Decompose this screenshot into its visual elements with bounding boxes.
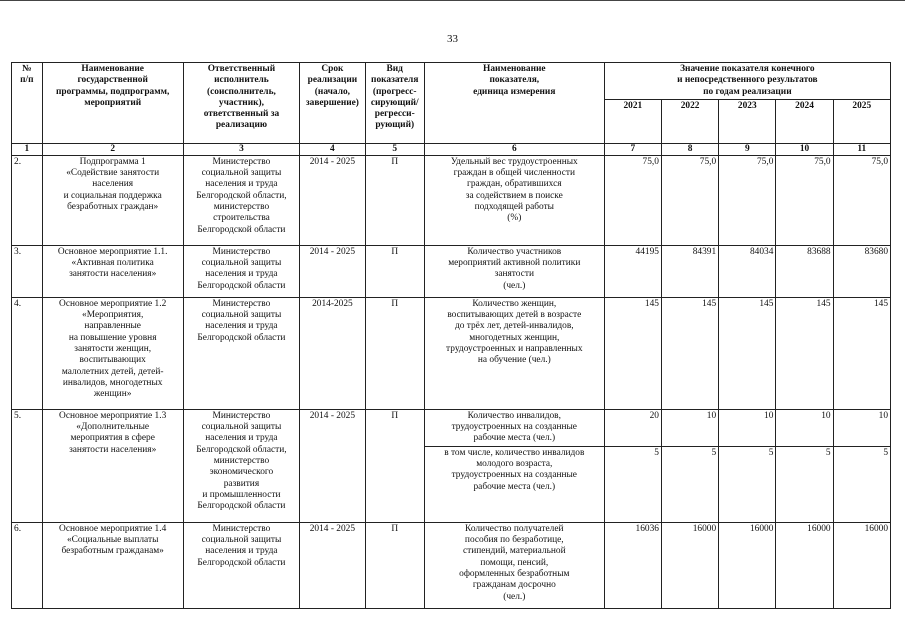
- cell-text-line: граждан, обратившихся: [467, 179, 562, 190]
- cell-text-line: Основное мероприятие 1.4: [59, 523, 167, 534]
- value-2022: 10: [661, 409, 718, 446]
- cell-text-line: (чел.): [503, 591, 526, 602]
- cell-text-line: и непосредственного результатов: [677, 75, 818, 86]
- header-year-2023: 2023: [719, 99, 776, 143]
- cell-text-line: (чел.): [503, 280, 526, 291]
- cell-text-line: Министерство: [212, 246, 271, 257]
- value-2025: 145: [833, 297, 890, 409]
- value-2024: 145: [776, 297, 833, 409]
- cell-text-line: исполнитель: [214, 75, 269, 86]
- cell-text-line: Наименование: [483, 64, 546, 74]
- value-2023: 145: [719, 297, 776, 409]
- cell-text-line: показателя,: [489, 75, 540, 86]
- header-type: [365, 63, 424, 144]
- responsible-executor: [183, 522, 300, 608]
- cell-text-line: Белгородской области: [197, 557, 286, 568]
- cell-text-line: направленные: [84, 321, 141, 332]
- cell-text-line: населения и труда: [205, 269, 278, 280]
- cell-text-line: рующий): [375, 120, 415, 131]
- cell-text-line: населения и труда: [205, 179, 278, 190]
- header-indicator: [424, 63, 604, 144]
- cell-text-line: Министерство: [212, 410, 271, 421]
- cell-text-line: реализацию: [215, 120, 268, 131]
- cell-text-line: (начало,: [314, 86, 350, 97]
- value-2025: 75,0: [833, 155, 890, 245]
- cell-text-line: Вид: [386, 64, 403, 74]
- cell-text-line: подходящей работы: [474, 202, 554, 213]
- cell-text-line: Министерство: [212, 523, 271, 534]
- value-2023: 75,0: [719, 155, 776, 245]
- cell-text-line: многодетных женщин,: [469, 332, 560, 343]
- indicator-type: П: [365, 409, 424, 522]
- cell-text-line: Основное мероприятие 1.2: [59, 298, 167, 309]
- column-number: 5: [365, 143, 424, 155]
- cell-text-line: социальной защиты: [201, 310, 282, 321]
- column-number: 8: [661, 143, 718, 155]
- cell-text-line: занятости женщин,: [74, 344, 152, 355]
- value-2022: 75,0: [661, 155, 718, 245]
- column-number: 2: [42, 143, 183, 155]
- cell-text-line: Белгородской области: [197, 332, 286, 343]
- cell-text-line: ответственный за: [203, 109, 280, 120]
- value-2021: 20: [604, 409, 661, 446]
- cell-text-line: занятости населения»: [69, 269, 157, 280]
- cell-text-line: строительства: [213, 213, 270, 224]
- cell-text-line: в том числе, количество инвалидов: [444, 447, 585, 458]
- row-number: 6.: [12, 522, 43, 608]
- cell-text-line: развития: [223, 478, 260, 489]
- cell-text-line: малолетних детей, детей-: [61, 366, 164, 377]
- responsible-executor: [183, 409, 300, 522]
- cell-text-line: экономического: [209, 467, 274, 478]
- row-number: 4.: [12, 297, 43, 409]
- program-name: [42, 409, 183, 522]
- cell-text-line: Подпрограмма 1: [79, 156, 146, 167]
- responsible-executor: [183, 297, 300, 409]
- program-name: [42, 297, 183, 409]
- value-2021: 16036: [604, 522, 661, 608]
- scan-top-edge: [0, 0, 905, 4]
- column-number: 1: [12, 143, 43, 155]
- indicator-name: [424, 155, 604, 245]
- cell-text-line: трудоустроенных и направленных: [446, 344, 583, 355]
- cell-text-line: «Дополнительные: [76, 422, 150, 433]
- header-year-2024: 2024: [776, 99, 833, 143]
- cell-text-line: Министерство: [212, 298, 271, 309]
- cell-text-line: социальной защиты: [201, 258, 282, 269]
- value-2025: 16000: [833, 522, 890, 608]
- cell-text-line: и промышленности: [202, 489, 281, 500]
- program-name: [42, 245, 183, 297]
- cell-text-line: населения и труда: [205, 433, 278, 444]
- header-program: [42, 63, 183, 144]
- cell-text-line: Удельный вес трудоустроенных: [450, 156, 578, 167]
- cell-text-line: Министерство: [212, 156, 271, 167]
- header-period: [300, 63, 365, 144]
- cell-text-line: «Социальные выплаты: [66, 535, 159, 546]
- value-2021: 75,0: [604, 155, 661, 245]
- value-2022: 84391: [661, 245, 718, 297]
- cell-text-line: помощи, пенсий,: [480, 557, 549, 568]
- cell-text-line: населения и труда: [205, 321, 278, 332]
- column-number: 7: [604, 143, 661, 155]
- value-2024: 75,0: [776, 155, 833, 245]
- sub-value-2025: 5: [833, 446, 890, 522]
- cell-text-line: Количество инвалидов,: [467, 410, 561, 421]
- cell-text-line: трудоустроенных на созданные: [451, 470, 577, 481]
- cell-text-line: Количество участников: [467, 246, 562, 257]
- cell-text-line: мероприятий активной политики: [448, 258, 581, 269]
- value-2024: 16000: [776, 522, 833, 608]
- cell-text-line: трудоустроенных на созданные: [451, 422, 577, 433]
- cell-text-line: №: [22, 64, 32, 74]
- value-2021: 145: [604, 297, 661, 409]
- cell-text-line: министерство: [213, 456, 270, 467]
- header-values-group: [604, 63, 890, 100]
- cell-text-line: реализации: [307, 75, 358, 86]
- column-number: 11: [833, 143, 890, 155]
- cell-text-line: Срок: [321, 64, 344, 74]
- cell-text-line: инвалидов, многодетных: [62, 377, 163, 388]
- header-responsible: [183, 63, 300, 144]
- indicator-name: [424, 409, 604, 446]
- implementation-period: 2014-2025: [300, 297, 365, 409]
- cell-text-line: рабочие места (чел.): [473, 433, 556, 444]
- page-number: 33: [447, 33, 458, 45]
- sub-indicator-name: [424, 446, 604, 522]
- cell-text-line: мероприятий: [84, 97, 142, 108]
- cell-text-line: Количество женщин,: [472, 298, 557, 309]
- cell-text-line: Количество получателей: [465, 523, 564, 534]
- program-name: [42, 522, 183, 608]
- cell-text-line: Основное мероприятие 1.1.: [57, 246, 168, 257]
- cell-text-line: показателя: [371, 75, 419, 86]
- cell-text-line: государственной: [77, 75, 148, 86]
- indicator-name: [424, 522, 604, 608]
- responsible-executor: [183, 155, 300, 245]
- table-row: [12, 522, 891, 608]
- cell-text-line: социальной защиты: [201, 422, 282, 433]
- cell-text-line: до трёх лет, детей-инвалидов,: [454, 321, 574, 332]
- indicators-table: [11, 62, 891, 609]
- value-2023: 84034: [719, 245, 776, 297]
- indicator-name: [424, 297, 604, 409]
- program-name: [42, 155, 183, 245]
- cell-text-line: воспитывающих: [79, 355, 146, 366]
- value-2024: 10: [776, 409, 833, 446]
- cell-text-line: Основное мероприятие 1.3: [59, 410, 167, 421]
- value-2022: 16000: [661, 522, 718, 608]
- cell-text-line: Белгородской области: [197, 501, 286, 512]
- cell-text-line: оформленных безработным: [459, 568, 570, 579]
- cell-text-line: социальной защиты: [201, 168, 282, 179]
- row-number: 5.: [12, 409, 43, 522]
- value-2023: 16000: [719, 522, 776, 608]
- sub-value-2024: 5: [776, 446, 833, 522]
- cell-text-line: граждан в общей численности: [453, 168, 575, 179]
- cell-text-line: сирующий/: [370, 97, 419, 108]
- indicator-type: П: [365, 297, 424, 409]
- value-2021: 44195: [604, 245, 661, 297]
- cell-text-line: Белгородской области,: [196, 190, 287, 201]
- value-2022: 145: [661, 297, 718, 409]
- header-year-2021: 2021: [604, 99, 661, 143]
- table-row: [12, 409, 891, 446]
- cell-text-line: населения: [92, 179, 134, 190]
- cell-text-line: стипендий, материальной: [462, 546, 566, 557]
- table-row: [12, 155, 891, 245]
- header-year-2022: 2022: [661, 99, 718, 143]
- header-num: [12, 63, 43, 144]
- cell-text-line: министерство: [213, 202, 270, 213]
- table-row: [12, 297, 891, 409]
- cell-text-line: женщин»: [93, 389, 132, 400]
- cell-text-line: единица измерения: [473, 86, 556, 97]
- indicator-name: [424, 245, 604, 297]
- cell-text-line: Ответственный: [207, 64, 276, 74]
- cell-text-line: (прогресс-: [372, 86, 417, 97]
- indicator-type: П: [365, 245, 424, 297]
- cell-text-line: участник),: [218, 97, 264, 108]
- implementation-period: 2014 - 2025: [300, 155, 365, 245]
- column-number: 4: [300, 143, 365, 155]
- cell-text-line: гражданам досрочно: [472, 580, 556, 591]
- cell-text-line: безработных граждан»: [67, 202, 159, 213]
- cell-text-line: Белгородской области: [197, 224, 286, 235]
- cell-text-line: регресси-: [374, 109, 415, 120]
- cell-text-line: (%): [507, 213, 522, 224]
- indicator-type: П: [365, 155, 424, 245]
- row-number: 2.: [12, 155, 43, 245]
- implementation-period: 2014 - 2025: [300, 245, 365, 297]
- column-numbers-row: [12, 143, 891, 155]
- cell-text-line: п/п: [20, 75, 34, 86]
- cell-text-line: «Мероприятия,: [82, 310, 144, 321]
- cell-text-line: мероприятия в сфере: [70, 433, 155, 444]
- implementation-period: 2014 - 2025: [300, 409, 365, 522]
- implementation-period: 2014 - 2025: [300, 522, 365, 608]
- cell-text-line: рабочие места (чел.): [473, 481, 556, 492]
- indicator-type: П: [365, 522, 424, 608]
- cell-text-line: занятости населения»: [69, 444, 157, 455]
- cell-text-line: за содействием в поиске: [465, 190, 563, 201]
- cell-text-line: Белгородской области: [197, 280, 286, 291]
- cell-text-line: (соисполнитель,: [206, 86, 276, 97]
- cell-text-line: Наименование: [81, 64, 144, 74]
- sub-value-2021: 5: [604, 446, 661, 522]
- table-row: [12, 245, 891, 297]
- cell-text-line: по годам реализации: [703, 86, 792, 97]
- column-number: 10: [776, 143, 833, 155]
- sub-value-2023: 5: [719, 446, 776, 522]
- row-number: 3.: [12, 245, 43, 297]
- value-2025: 10: [833, 409, 890, 446]
- sub-value-2022: 5: [661, 446, 718, 522]
- cell-text-line: завершение): [305, 97, 359, 108]
- cell-text-line: на повышение уровня: [68, 332, 157, 343]
- cell-text-line: «Активная политика: [71, 258, 154, 269]
- header-year-2025: 2025: [833, 99, 890, 143]
- column-number: 3: [183, 143, 300, 155]
- cell-text-line: пособия по безработице,: [464, 535, 564, 546]
- cell-text-line: молодого возраста,: [476, 459, 553, 470]
- cell-text-line: на обучение (чел.): [477, 355, 551, 366]
- value-2024: 83688: [776, 245, 833, 297]
- cell-text-line: населения и труда: [205, 546, 278, 557]
- cell-text-line: Значение показателя конечного: [680, 64, 815, 74]
- value-2023: 10: [719, 409, 776, 446]
- value-2025: 83680: [833, 245, 890, 297]
- column-number: 6: [424, 143, 604, 155]
- cell-text-line: Белгородской области,: [196, 444, 287, 455]
- cell-text-line: социальной защиты: [201, 535, 282, 546]
- cell-text-line: и социальная поддержка: [63, 190, 162, 201]
- cell-text-line: воспитывающих детей в возрасте: [447, 310, 582, 321]
- responsible-executor: [183, 245, 300, 297]
- column-number: 9: [719, 143, 776, 155]
- cell-text-line: занятости: [494, 269, 534, 280]
- cell-text-line: «Содействие занятости: [66, 168, 160, 179]
- cell-text-line: безработным гражданам»: [61, 546, 164, 557]
- cell-text-line: программы, подпрограмм,: [55, 86, 170, 97]
